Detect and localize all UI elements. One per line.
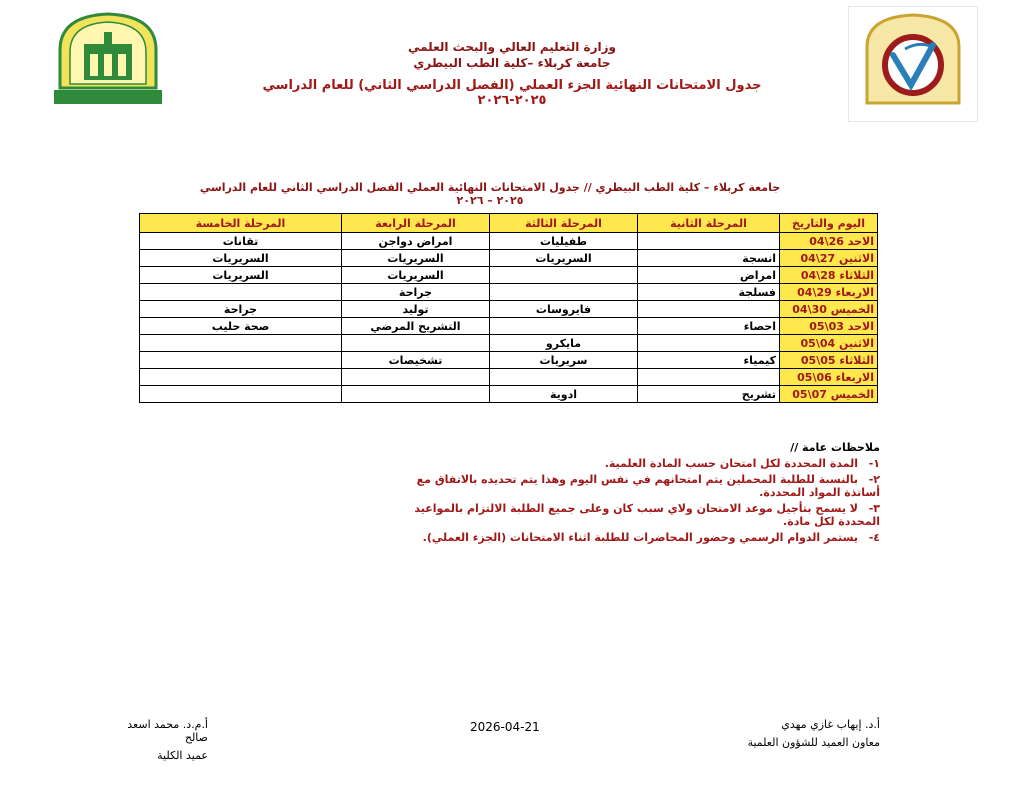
day-cell: الاثنين 27\04 — [780, 250, 878, 267]
day-cell: الاربعاء 29\04 — [780, 284, 878, 301]
dean-signature — [118, 718, 208, 767]
document-date: 2026-04-21 — [470, 720, 540, 734]
stage-5-cell: السريريات — [140, 267, 342, 284]
table-row — [140, 250, 878, 267]
stage-4-cell: امراض دواجن — [342, 233, 490, 250]
veterinary-college-logo — [848, 6, 978, 122]
schedule-title: جدول الامتحانات النهائية الجزء العملي (الفصل الدراسي الثاني) للعام الدراسي ٢٠٢٥-٢٠٢٦ — [262, 78, 762, 108]
day-cell: الخميس 07\05 — [780, 386, 878, 403]
day-cell: الثلاثاء 05\05 — [780, 352, 878, 369]
university-title: جامعة كربلاء –كلية الطب البيطري — [413, 56, 611, 70]
exam-schedule-table — [139, 213, 878, 403]
stage-2-cell: فسلجة — [638, 284, 780, 301]
column-header-day-date: اليوم والتاريخ — [780, 214, 878, 233]
stage-5-cell — [140, 284, 342, 301]
table-header-row — [140, 214, 878, 233]
stage-4-cell: التشريح المرضي — [342, 318, 490, 335]
general-notes — [400, 441, 880, 547]
stage-2-cell — [638, 233, 780, 250]
table-row — [140, 233, 878, 250]
stage-5-cell: السريريات — [140, 250, 342, 267]
day-cell: الاحد 03\05 — [780, 318, 878, 335]
note-item — [400, 531, 880, 544]
column-header-stage-3: المرحلة الثالثة — [490, 214, 638, 233]
dean-name: أ.م.د. محمد اسعد صالح — [127, 718, 208, 744]
notes-title: ملاحظات عامة // — [790, 441, 880, 454]
note-number: ٤- — [868, 531, 880, 544]
stage-5-cell — [140, 335, 342, 352]
stage-3-cell: فايروسات — [490, 301, 638, 318]
stage-3-cell — [490, 369, 638, 386]
note-text: يستمر الدوام الرسمي وحضور المحاضرات للطلبة اثناء الامتحانات (الجزء العملي). — [422, 531, 858, 544]
note-text: لا يسمح بتأجيل موعد الامتحان ولاي سبب كان وعلى جميع الطلبة الالتزام بالمواعيد المحددة لكل مادة. — [414, 502, 880, 528]
table-subtitle: جامعة كربلاء – كلية الطب البيطري // جدول الامتحانات النهائية العملي الفصل الدراسي الثاني للعام الدراسي ٢٠٢٥ – ٢٠٢٦ — [199, 181, 781, 207]
day-cell: الثلاثاء 28\04 — [780, 267, 878, 284]
column-header-stage-4: المرحلة الرابعة — [342, 214, 490, 233]
day-cell: الاثنين 04\05 — [780, 335, 878, 352]
stage-4-cell: توليد — [342, 301, 490, 318]
stage-4-cell: جراحة — [342, 284, 490, 301]
table-row — [140, 301, 878, 318]
table-row — [140, 386, 878, 403]
note-item — [400, 473, 880, 499]
stage-3-cell: ادوية — [490, 386, 638, 403]
stage-2-cell — [638, 369, 780, 386]
associate-dean-signature — [730, 718, 880, 754]
day-cell: الاربعاء 06\05 — [780, 369, 878, 386]
ministry-title: وزارة التعليم العالي والبحث العلمي — [407, 40, 617, 54]
stage-3-cell — [490, 318, 638, 335]
note-number: ١- — [868, 457, 880, 470]
stage-3-cell: مايكرو — [490, 335, 638, 352]
note-number: ٢- — [868, 473, 880, 486]
stage-3-cell — [490, 284, 638, 301]
note-item — [400, 457, 880, 470]
stage-5-cell: جراحة — [140, 301, 342, 318]
stage-2-cell — [638, 335, 780, 352]
stage-3-cell — [490, 267, 638, 284]
stage-3-cell: سريريات — [490, 352, 638, 369]
note-item — [400, 502, 880, 528]
stage-2-cell: امراض — [638, 267, 780, 284]
associate-dean-name: أ.د. إيهاب غازي مهدي — [781, 718, 880, 731]
table-row — [140, 352, 878, 369]
table-row — [140, 335, 878, 352]
note-text: المدة المحددة لكل امتحان حسب المادة العلمية. — [604, 457, 858, 470]
stage-4-cell: السريريات — [342, 267, 490, 284]
stage-5-cell: صحة حليب — [140, 318, 342, 335]
stage-5-cell — [140, 386, 342, 403]
stage-4-cell — [342, 335, 490, 352]
stage-4-cell — [342, 369, 490, 386]
stage-5-cell: تقانات — [140, 233, 342, 250]
stage-2-cell: تشريح — [638, 386, 780, 403]
table-row — [140, 267, 878, 284]
stage-2-cell: كيمياء — [638, 352, 780, 369]
dean-role: عميد الكلية — [157, 749, 208, 762]
day-cell: الاحد 26\04 — [780, 233, 878, 250]
table-row — [140, 284, 878, 301]
stage-5-cell — [140, 369, 342, 386]
stage-4-cell: السريريات — [342, 250, 490, 267]
note-text: بالنسبة للطلبة المحملين يتم امتحانهم في نفس اليوم وهذا يتم تحديده بالاتفاق مع أساتذة المواد المحددة. — [416, 473, 880, 499]
stage-4-cell: تشخيصات — [342, 352, 490, 369]
table-row — [140, 369, 878, 386]
table-row — [140, 318, 878, 335]
day-cell: الخميس 30\04 — [780, 301, 878, 318]
note-number: ٣- — [868, 502, 880, 515]
stage-5-cell — [140, 352, 342, 369]
stage-3-cell: طفيليات — [490, 233, 638, 250]
column-header-stage-2: المرحلة الثانية — [638, 214, 780, 233]
stage-2-cell — [638, 301, 780, 318]
column-header-stage-5: المرحلة الخامسة — [140, 214, 342, 233]
stage-3-cell: السريريات — [490, 250, 638, 267]
associate-dean-role: معاون العميد للشؤون العلمية — [747, 736, 880, 749]
stage-2-cell: احصاء — [638, 318, 780, 335]
stage-4-cell — [342, 386, 490, 403]
stage-2-cell: انسجة — [638, 250, 780, 267]
karbala-university-logo — [52, 10, 164, 106]
